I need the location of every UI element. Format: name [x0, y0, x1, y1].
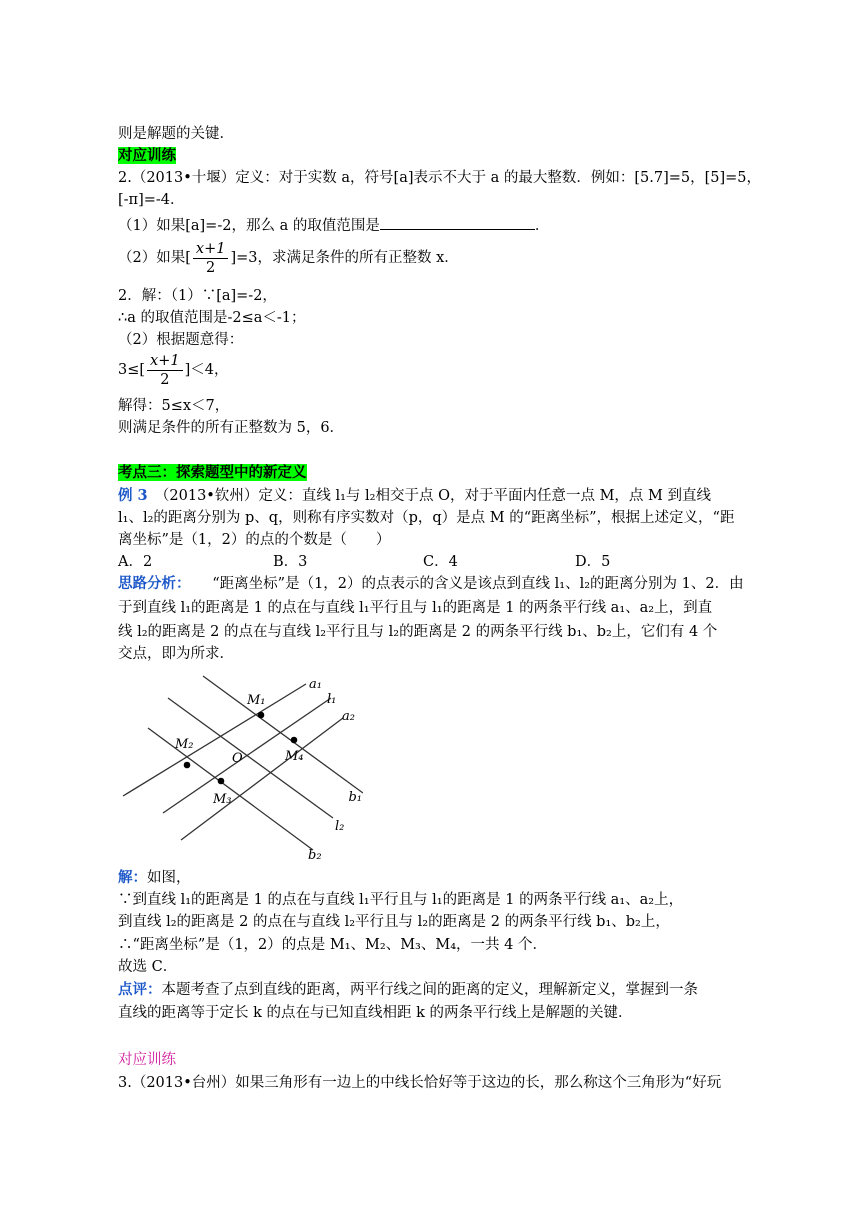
- answer-blank: [380, 215, 535, 230]
- option-b: B．3: [273, 554, 308, 570]
- comment-label: 点评：: [118, 981, 162, 998]
- solution-text: 到直线 l₂的距离是 2 的点在与直线 l₂平行且与 l₂的距离是 2 的两条平行线 b₁、b₂上，: [118, 914, 670, 930]
- point-m2: [184, 762, 191, 769]
- part-text: 3≤[: [118, 362, 146, 378]
- part-text: （1）如果[a]=-2，那么 a 的取值范围是: [118, 218, 380, 234]
- label-m3: M₃: [213, 792, 232, 807]
- label-m4: M₄: [285, 749, 304, 764]
- section-label: [118, 463, 307, 483]
- section-label: 对应训练: [118, 1052, 176, 1068]
- label-l2: l₂: [335, 819, 345, 834]
- comment-text: 直线的距离等于定长 k 的点在与已知直线相距 k 的两条平行线上是解题的关键．: [118, 1005, 633, 1021]
- line-a2: [181, 718, 343, 840]
- solution-text: 则满足条件的所有正整数为 5，6．: [118, 420, 345, 436]
- solution-text: ∴“距离坐标”是（1，2）的点是 M₁、M₂、M₃、M₄，一共 4 个．: [118, 937, 547, 953]
- analysis-text: [118, 574, 744, 594]
- label-a1: a₁: [309, 677, 322, 692]
- part-text: ]=3，求满足条件的所有正整数 x．: [230, 250, 459, 266]
- line-l2: [168, 698, 333, 818]
- solution-text: （2）根据题意得：: [118, 332, 244, 348]
- fraction-numerator: x+1: [147, 352, 183, 371]
- question-text: [-π]=-4．: [118, 192, 185, 208]
- comment-text: [118, 980, 698, 1000]
- analysis-body: “距离坐标”是（1，2）的点表示的含义是该点到直线 l₁、l₂的距离分别为 1、2．由: [183, 576, 744, 592]
- label-o: O: [232, 751, 243, 766]
- question-part: [118, 238, 459, 278]
- fraction-numerator: x+1: [193, 240, 229, 259]
- fraction: [147, 352, 183, 389]
- label-a2: a₂: [342, 709, 355, 724]
- question-text: 3.（2013•台州）如果三角形有一边上的中线长恰好等于这边的长，那么称这个三角形为“好玩: [118, 1075, 722, 1091]
- solution-text: [118, 868, 191, 888]
- solution-text: ∴a 的取值范围是-2≤a＜-1；: [118, 310, 306, 326]
- text-line: 则是解题的关键．: [118, 126, 234, 142]
- solution-body: 如图，: [147, 870, 191, 886]
- part-text: （2）如果[: [118, 250, 191, 266]
- analysis-text: 线 l₂的距离是 2 的点在与直线 l₂平行且与 l₂的距离是 2 的两条平行线 b₁、b₂上，它们有 4 个: [118, 624, 718, 640]
- option-a: A．2: [118, 554, 153, 570]
- comment-body: 本题考查了点到直线的距离，两平行线之间的距离的定义，理解新定义，掌握到一条: [161, 982, 698, 998]
- line-b1: [203, 676, 363, 793]
- solution-text: ∵到直线 l₁的距离是 1 的点在与直线 l₁平行且与 l₁的距离是 1 的两条平行线 a₁、a₂上，: [118, 892, 684, 908]
- question-text: 2.（2013•十堰）定义：对于实数 a，符号[a]表示不大于 a 的最大整数．例如：[5.7]=5，[5]=5，: [118, 170, 762, 186]
- point-m1: [258, 712, 265, 719]
- solution-label: 解：: [118, 869, 147, 886]
- solution-text: 2．解：（1）∵[a]=-2，: [118, 288, 277, 304]
- point-m4: [291, 737, 298, 744]
- options-row: [118, 552, 738, 572]
- label-m1: M₁: [247, 693, 266, 708]
- example-text: [118, 486, 711, 506]
- fraction-denominator: 2: [160, 371, 170, 388]
- section-label: [118, 146, 176, 166]
- example-body: （2013•钦州）定义：直线 l₁与 l₂相交于点 O，对于平面内任意一点 M，点 M 到直线: [147, 488, 711, 504]
- question-part: [118, 215, 549, 236]
- analysis-text: 交点，即为所求．: [118, 646, 234, 662]
- option-c: C．4: [423, 554, 458, 570]
- example-label: 例 3: [118, 487, 148, 504]
- highlight-label: 对应训练: [118, 147, 176, 164]
- fraction: [193, 240, 229, 277]
- line-b2: [148, 728, 313, 850]
- label-b1: b₁: [348, 790, 362, 805]
- example-text: 离坐标”是（1，2）的点的个数是（ ）: [118, 532, 391, 548]
- example-text: l₁、l₂的距离分别为 p、q，则称有序实数对（p，q）是点 M 的“距离坐标”，根据上述定义，“距: [118, 510, 735, 526]
- highlight-label: 考点三：探索题型中的新定义: [118, 464, 307, 481]
- point-m3: [218, 778, 225, 785]
- solution-text: 故选 C．: [118, 959, 178, 975]
- label-l1: l₁: [327, 692, 337, 707]
- analysis-text: 于到直线 l₁的距离是 1 的点在与直线 l₁平行且与 l₁的距离是 1 的两条平行线 a₁、a₂上，到直: [118, 600, 713, 616]
- label-m2: M₂: [175, 737, 194, 752]
- part-text: ]＜4，: [184, 362, 229, 378]
- label-b2: b₂: [308, 848, 322, 863]
- solution-text: 解得：5≤x＜7，: [118, 398, 230, 414]
- analysis-label: 思路分析：: [118, 575, 184, 592]
- option-d: D．5: [575, 554, 611, 570]
- fraction-denominator: 2: [206, 259, 216, 276]
- part-text: ．: [534, 218, 550, 234]
- parallel-lines-figure: [118, 668, 363, 863]
- solution-text: [118, 350, 229, 390]
